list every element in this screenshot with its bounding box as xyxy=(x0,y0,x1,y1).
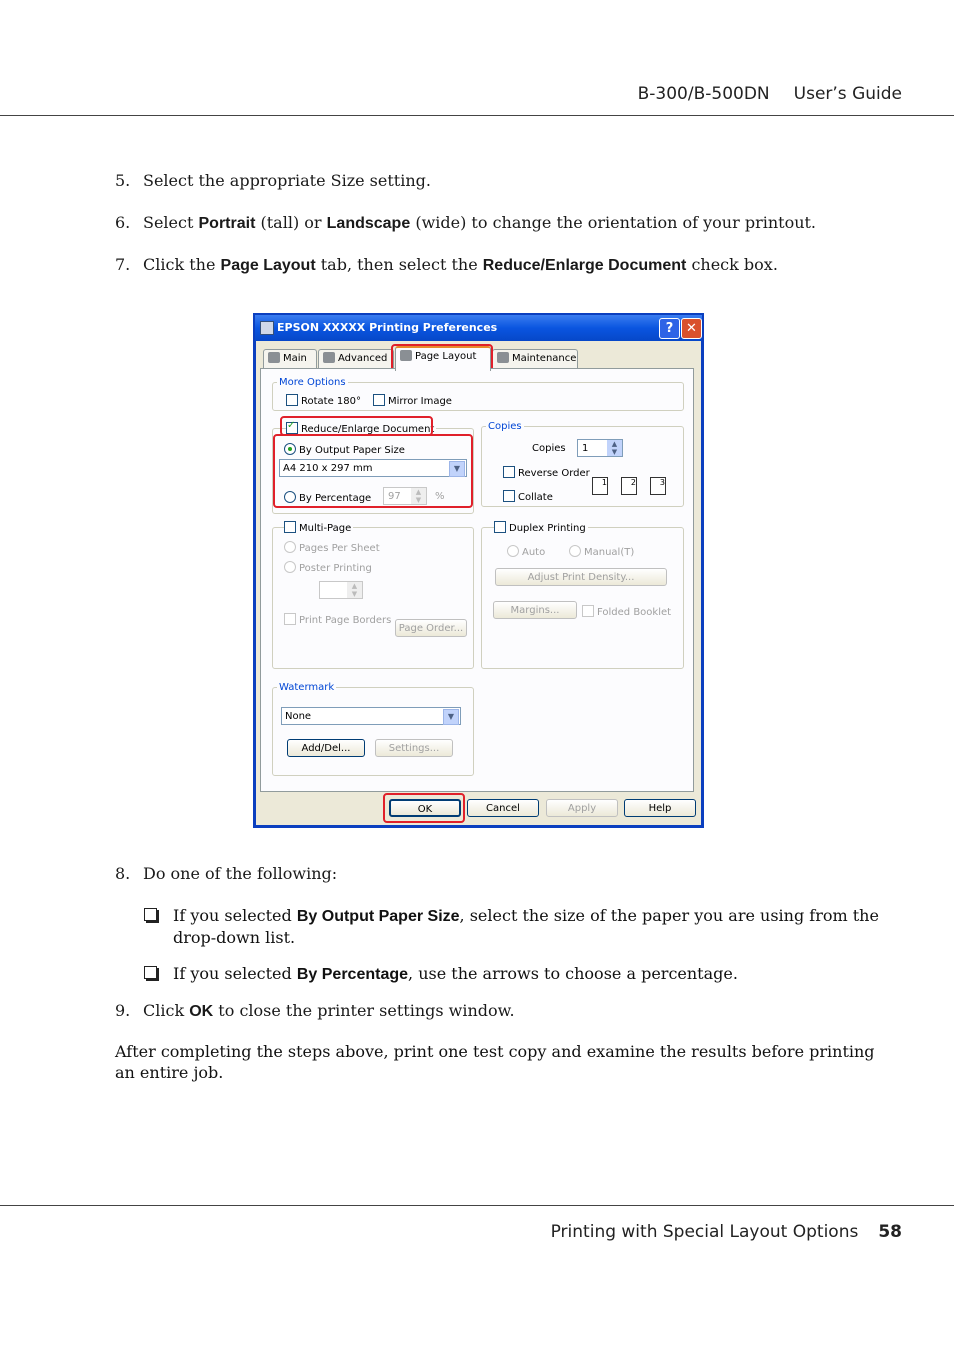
main-tab-icon xyxy=(268,352,280,363)
close-icon[interactable]: ✕ xyxy=(681,318,702,339)
duplex-auto-radio[interactable]: Auto xyxy=(507,545,545,558)
printing-preferences-dialog xyxy=(253,313,704,828)
page-footer xyxy=(551,1222,902,1242)
page-header xyxy=(638,84,902,104)
poster-printing-radio[interactable]: Poster Printing xyxy=(284,561,372,574)
advanced-tab-icon xyxy=(323,352,335,363)
tab-maintenance[interactable]: Maintenance xyxy=(492,349,578,368)
page-layout-tab-icon xyxy=(400,350,412,361)
tab-advanced[interactable]: Advanced xyxy=(318,349,394,368)
bullet-box-icon xyxy=(144,908,157,921)
watermark-select[interactable]: None ▼ xyxy=(281,707,461,725)
margins-button[interactable]: Margins... xyxy=(493,601,577,619)
more-options-group: More Options xyxy=(272,377,684,411)
header-guide: User’s Guide xyxy=(793,84,902,104)
bullet-output-paper: If you selected By Output Paper Size, select the size of the paper you are using from the drop-down list. xyxy=(144,905,884,948)
help-button[interactable]: Help xyxy=(624,799,696,817)
help-icon[interactable]: ? xyxy=(659,318,680,339)
title-bar xyxy=(255,315,702,341)
ok-button[interactable]: OK xyxy=(389,799,461,817)
apply-button[interactable]: Apply xyxy=(546,799,618,817)
highlight-size-options xyxy=(273,434,473,508)
folded-booklet-checkbox[interactable]: Folded Booklet xyxy=(582,605,671,618)
printer-icon xyxy=(260,321,274,335)
cancel-button[interactable]: Cancel xyxy=(467,799,539,817)
copies-group: Copies xyxy=(481,421,684,507)
chevron-down-icon: ▼ xyxy=(449,461,465,477)
step-6: 6. Select Portrait (tall) or Landscape (wide) to change the orientation of your printout. xyxy=(115,213,817,232)
dialog-title: EPSON XXXXX Printing Preferences xyxy=(277,321,498,334)
maintenance-tab-icon xyxy=(497,352,509,363)
step-5: 5. Select the appropriate Size setting. xyxy=(115,171,431,190)
copies-label: Copies xyxy=(532,443,566,454)
chevron-down-icon: ▼ xyxy=(443,709,459,725)
adjust-density-button[interactable]: Adjust Print Density... xyxy=(495,568,667,586)
watermark-settings-button[interactable]: Settings... xyxy=(375,739,453,757)
page-order-button[interactable]: Page Order... xyxy=(395,619,467,637)
add-del-button[interactable]: Add/Del... xyxy=(287,739,365,757)
paper-size-select[interactable]: A4 210 x 297 mm ▼ xyxy=(279,459,467,477)
collate-page-icon-1: 1 xyxy=(592,477,608,495)
multipage-spinner[interactable]: ▲ ▼ xyxy=(319,581,363,599)
multipage-checkbox[interactable]: Multi-Page xyxy=(284,521,353,534)
tab-main[interactable]: Main xyxy=(263,349,317,368)
by-output-radio[interactable]: By Output Paper Size xyxy=(284,443,405,456)
copies-spinner[interactable]: 1 ▲ ▼ xyxy=(577,439,623,457)
reduce-enlarge-checkbox[interactable]: ✓Reduce/Enlarge Document xyxy=(286,422,436,435)
highlight-reduce xyxy=(280,416,433,436)
pages-per-sheet-radio[interactable]: Pages Per Sheet xyxy=(284,541,380,554)
duplex-checkbox[interactable]: Duplex Printing xyxy=(494,521,588,534)
bullet-box-icon xyxy=(144,966,157,979)
highlight-ok xyxy=(383,793,465,823)
footer-section: Printing with Special Layout Options xyxy=(550,1222,859,1242)
bullet-percentage: If you selected By Percentage, use the arrows to choose a percentage. xyxy=(144,963,884,985)
watermark-group: Watermark xyxy=(272,682,474,776)
header-model: B-300/B-500DN xyxy=(637,84,770,104)
tab-page-layout[interactable]: Page Layout xyxy=(395,346,491,371)
reverse-order-checkbox[interactable]: Reverse Order xyxy=(503,466,590,479)
step-8: 8. Do one of the following: xyxy=(115,864,338,883)
percent-unit: % xyxy=(435,491,445,502)
page-layout-panel xyxy=(260,368,694,792)
percentage-spinner[interactable]: 97 ▲ ▼ xyxy=(383,487,427,505)
closing-paragraph: After completing the steps above, print one test copy and examine the results before printing an entire job. xyxy=(115,1042,875,1082)
mirror-checkbox[interactable]: Mirror Image xyxy=(373,394,452,407)
page-number: 58 xyxy=(878,1222,902,1242)
step-9: 9. Click OK to close the printer settings window. xyxy=(115,1001,515,1020)
collate-page-icon-2: 2 xyxy=(621,477,637,495)
collate-checkbox[interactable]: Collate xyxy=(503,490,553,503)
footer-rule xyxy=(0,1205,954,1206)
dialog-body xyxy=(256,341,701,825)
header-rule xyxy=(0,115,954,116)
duplex-manual-radio[interactable]: Manual(T) xyxy=(569,545,634,558)
step-7: 7. Click the Page Layout tab, then select the Reduce/Enlarge Document check box. xyxy=(115,255,778,274)
collate-page-icon-3: 3 xyxy=(650,477,666,495)
page-borders-checkbox[interactable]: Print Page Borders xyxy=(284,613,391,626)
rotate-checkbox[interactable]: Rotate 180° xyxy=(286,394,361,407)
by-percentage-radio[interactable]: By Percentage xyxy=(284,491,371,504)
